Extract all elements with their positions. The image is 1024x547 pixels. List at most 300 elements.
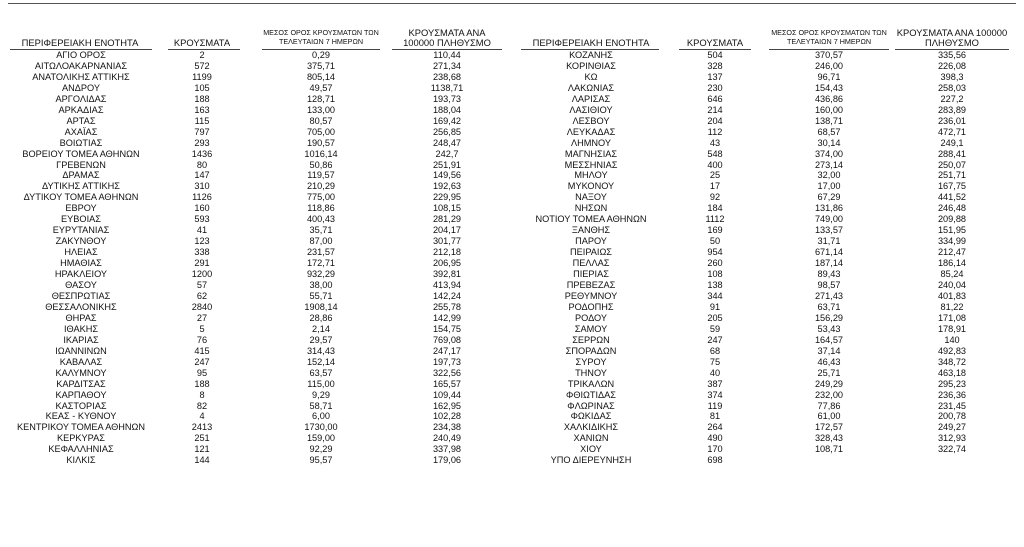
avg7-cell: 1730,00 [304,422,338,433]
region-cell: ΛΗΜΝΟΥ [570,137,612,148]
avg7-cell: 133,00 [306,104,336,115]
cases-cell: 119 [707,400,723,411]
avg7-cell: 17,00 [817,181,841,192]
avg7-cell: 154,43 [814,82,844,93]
per100k-cell: 441,52 [937,192,967,203]
cases-cell: 400 [707,159,723,170]
region-cell: ΛΑΣΙΘΙΟΥ [569,104,613,115]
per100k-cell: 108,15 [432,203,462,214]
region-cell: ΑΡΚΑΔΙΑΣ [58,104,104,115]
per100k-cell: 248,47 [432,137,462,148]
cases-cell: 548 [707,148,723,159]
region-cell: ΘΗΡΑΣ [65,312,97,323]
header-avg7: ΜΕΣΟΣ ΟΡΟΣ ΚΡΟΥΣΜΑΤΩΝ ΤΩΝ ΤΕΛΕΥΤΑΙΩΝ 7 ΗΜΕΡΩΝ [771,28,887,46]
per100k-cell: 154,75 [432,323,462,334]
avg7-cell: 328,43 [814,433,844,444]
table-row [0,401,520,412]
table-row [515,83,1024,94]
avg7-cell: 63,57 [309,367,333,378]
avg7-cell: 50,86 [309,159,333,170]
per100k-cell: 401,83 [937,290,967,301]
region-cell: ΤΗΝΟΥ [575,367,607,378]
cases-cell: 62 [196,290,208,301]
cases-cell: 310 [194,181,210,192]
per100k-cell: 238,68 [432,71,462,82]
table-row [515,181,1024,192]
per100k-cell: 169,42 [432,115,462,126]
table-row [0,422,520,433]
region-cell: ΡΕΘΥΜΝΟΥ [564,290,618,301]
table-row [515,411,1024,422]
region-cell: ΕΒΡΟΥ [65,203,97,214]
region-cell: ΡΟΔΟΥ [574,312,607,323]
table-row [515,247,1024,258]
header-per100k: ΚΡΟΥΣΜΑΤΑ ΑΝΑ 100000 ΠΛΗΘΥΣΜΟ [896,27,1008,48]
per100k-cell: 240,04 [937,280,967,291]
avg7-cell: 133,57 [814,225,844,236]
cases-cell: 170 [707,444,723,455]
region-cell: ΝΟΤΙΟΥ ΤΟΜΕΑ ΑΘΗΝΩΝ [535,214,647,225]
per100k-cell: 142,99 [432,312,462,323]
region-cell: ΣΥΡΟΥ [575,356,607,367]
per100k-cell: 769,08 [432,334,462,345]
table-row [515,116,1024,127]
per100k-cell: 472,71 [937,126,967,137]
per100k-cell: 312,93 [937,433,967,444]
region-cell: ΔΥΤΙΚΗΣ ΑΤΤΙΚΗΣ [42,181,120,192]
avg7-cell: 2,14 [312,323,330,334]
avg7-cell: 159,00 [306,433,336,444]
cases-cell: 147 [194,170,210,181]
region-cell: ΚΟΡΙΝΘΙΑΣ [566,60,616,71]
cases-cell: 264 [707,422,723,433]
table-row [515,258,1024,269]
per100k-cell: 398,3 [940,71,964,82]
table-row [515,357,1024,368]
table-row [515,138,1024,149]
avg7-cell: 160,00 [814,104,844,115]
avg7-cell: 705,00 [306,126,336,137]
cases-cell: 2 [199,50,205,60]
per100k-cell: 335,56 [937,50,967,60]
per100k-cell: 283,89 [937,104,967,115]
region-cell: ΜΑΓΝΗΣΙΑΣ [564,148,618,159]
header-cases: ΚΡΟΥΣΜΑΤΑ [686,37,744,48]
avg7-cell: 1908,14 [304,301,338,312]
region-cell: ΑΧΑΪΑΣ [64,126,98,137]
region-cell: ΜΕΣΣΗΝΙΑΣ [564,159,618,170]
region-cell: ΙΩΑΝΝΙΝΩΝ [55,345,107,356]
avg7-cell: 749,00 [814,214,844,225]
per100k-cell: 242,7 [435,148,459,159]
region-cell: ΜΥΚΟΝΟΥ [567,181,615,192]
table-row [0,160,520,171]
per100k-cell: 256,85 [432,126,462,137]
per100k-cell: 249,27 [937,422,967,433]
table-row [515,390,1024,401]
region-cell: ΚΑΣΤΟΡΙΑΣ [55,400,107,411]
per100k-cell: 192,63 [432,181,462,192]
header-region: ΠΕΡΙΦΕΡΕΙΑΚΗ ΕΝΟΤΗΤΑ [532,37,650,48]
per100k-cell: 179,06 [432,455,462,466]
region-cell: ΦΛΩΡΙΝΑΣ [567,400,615,411]
avg7-cell: 80,57 [309,115,333,126]
table-row [515,313,1024,324]
per100k-cell: 240,49 [432,433,462,444]
region-cell: ΞΑΝΘΗΣ [571,225,611,236]
avg7-cell: 67,29 [817,192,841,203]
per100k-cell: 197,73 [432,356,462,367]
table-row [0,236,520,247]
per100k-cell: 227,2 [940,93,964,104]
table-row [0,192,520,203]
table-row [0,50,520,61]
per100k-cell: 288,41 [937,148,967,159]
cases-cell: 27 [196,312,208,323]
table-row [515,291,1024,302]
cases-cell: 121 [194,444,210,455]
region-cell: ΧΑΝΙΩΝ [573,433,609,444]
cases-cell: 387 [707,378,723,389]
cases-cell: 160 [194,203,210,214]
region-cell: ΜΗΛΟΥ [574,170,608,181]
table-row [0,280,520,291]
cases-cell: 76 [196,334,208,345]
table-row [0,214,520,225]
region-cell: ΠΡΕΒΕΖΑΣ [566,280,616,291]
avg7-cell: 436,86 [814,93,844,104]
cases-cell: 50 [709,236,721,247]
avg7-cell: 172,57 [814,422,844,433]
avg7-cell: 53,43 [817,323,841,334]
cases-cell: 698 [707,455,723,466]
cases-cell: 8 [199,389,205,400]
region-cell: ΚΩ [584,71,598,82]
table-row [515,160,1024,171]
avg7-cell: 271,43 [814,290,844,301]
table-row [0,225,520,236]
avg7-cell: 95,57 [309,455,333,466]
table-row [515,149,1024,160]
table-row [515,346,1024,357]
avg7-cell: 32,00 [817,170,841,181]
avg7-cell: 210,29 [306,181,336,192]
per100k-cell: 348,72 [937,356,967,367]
per100k-cell: 140 [944,334,960,345]
avg7-cell: 156,29 [814,312,844,323]
region-cell: ΡΟΔΟΠΗΣ [568,301,614,312]
per100k-cell: 392,81 [432,269,462,280]
avg7-cell: 131,86 [814,203,844,214]
region-cell: ΧΑΛΚΙΔΙΚΗΣ [563,422,619,433]
per100k-cell: 322,74 [937,444,967,455]
per100k-cell: 102,28 [432,411,462,422]
per100k-cell: 178,91 [937,323,967,334]
region-cell: ΛΕΥΚΑΔΑΣ [566,126,616,137]
region-cell: ΛΑΚΩΝΙΑΣ [567,82,615,93]
cases-cell: 291 [194,258,210,269]
per100k-cell: 301,77 [432,236,462,247]
table-row [0,357,520,368]
region-cell: ΣΠΟΡΑΔΩΝ [565,345,617,356]
per100k-cell: 81,22 [940,301,964,312]
region-cell: ΕΥΒΟΙΑΣ [61,214,101,225]
header-region: ΠΕΡΙΦΕΡΕΙΑΚΗ ΕΝΟΤΗΤΑ [21,37,139,48]
avg7-cell: 6,00 [312,411,330,422]
region-cell: ΗΡΑΚΛΕΙΟΥ [54,269,108,280]
cases-cell: 293 [194,137,210,148]
region-cell: ΒΟΡΕΙΟΥ ΤΟΜΕΑ ΑΘΗΝΩΝ [22,148,140,159]
cases-cell: 4 [199,411,205,422]
cases-cell: 43 [709,137,721,148]
avg7-cell: 231,57 [306,247,336,258]
per100k-cell: 295,23 [937,378,967,389]
avg7-cell: 89,43 [817,269,841,280]
header-avg7: ΜΕΣΟΣ ΟΡΟΣ ΚΡΟΥΣΜΑΤΩΝ ΤΩΝ ΤΕΛΕΥΤΑΙΩΝ 7 ΗΜΕΡΩΝ [263,28,379,46]
table-row [0,138,520,149]
cases-cell: 230 [707,82,723,93]
region-cell: ΠΕΙΡΑΙΩΣ [570,247,612,258]
avg7-cell: 28,86 [309,312,333,323]
table-row [0,335,520,346]
avg7-cell: 1016,14 [304,148,338,159]
table-row [515,422,1024,433]
per100k-cell: 212,47 [937,247,967,258]
region-cell: ΒΟΙΩΤΙΑΣ [59,137,103,148]
per100k-cell: 255,78 [432,301,462,312]
cases-cell: 91 [709,301,721,312]
table-row [515,236,1024,247]
cases-cell: 137 [707,71,723,82]
region-cell: ΚΑΡΔΙΤΣΑΣ [56,378,106,389]
cases-cell: 163 [194,104,210,115]
region-cell: ΑΙΤΩΛΟΑΚΑΡΝΑΝΙΑΣ [34,60,128,71]
per100k-cell: 234,38 [432,422,462,433]
table-row [515,368,1024,379]
avg7-cell: 9,29 [312,389,330,400]
table-row [515,225,1024,236]
region-cell: ΕΥΡΥΤΑΝΙΑΣ [52,225,110,236]
avg7-cell: 58,71 [309,400,333,411]
avg7-cell: 370,57 [814,50,844,60]
avg7-cell: 671,14 [814,247,844,258]
avg7-cell: 68,57 [817,126,841,137]
table-row [515,455,1024,466]
cases-cell: 251 [194,433,210,444]
avg7-cell: 29,57 [309,334,333,345]
avg7-cell: 164,57 [814,334,844,345]
table-row [515,335,1024,346]
per100k-cell: 251,91 [432,159,462,170]
table-row [515,280,1024,291]
per100k-cell: 337,98 [432,444,462,455]
per100k-cell: 162,95 [432,400,462,411]
cases-cell: 40 [709,367,721,378]
region-cell: ΧΙΟΥ [580,444,602,455]
region-cell: ΑΡΤΑΣ [66,115,96,126]
region-cell: ΔΡΑΜΑΣ [62,170,100,181]
table-row [0,346,520,357]
avg7-cell: 92,29 [309,444,333,455]
per100k-cell: 322,56 [432,367,462,378]
per100k-cell: 151,95 [937,225,967,236]
table-row [0,444,520,455]
region-cell: ΗΛΕΙΑΣ [64,247,98,258]
cases-cell: 344 [707,290,723,301]
cases-cell: 169 [707,225,723,236]
table-row [515,94,1024,105]
region-cell: ΖΑΚΥΝΘΟΥ [55,236,107,247]
cases-cell: 92 [709,192,721,203]
header-per100k: ΚΡΟΥΣΜΑΤΑ ΑΝΑ 100000 ΠΛΗΘΥΣΜΟ [403,27,491,48]
region-cell: ΚΕΡΚΥΡΑΣ [57,433,105,444]
avg7-cell: 775,00 [306,192,336,203]
per100k-cell: 231,45 [937,400,967,411]
region-cell: ΘΕΣΣΑΛΟΝΙΚΗΣ [45,301,117,312]
region-cell: ΑΓΙΟ ΟΡΟΣ [56,50,106,60]
per100k-cell: 171,08 [937,312,967,323]
avg7-cell: 805,14 [306,71,336,82]
table-row [0,83,520,94]
region-cell: ΦΩΚΙΔΑΣ [570,411,612,422]
avg7-cell: 0,29 [312,50,330,60]
avg7-cell: 77,86 [817,400,841,411]
table-row [0,61,520,72]
cases-cell: 1200 [191,269,213,280]
table-row [0,411,520,422]
cases-cell: 593 [194,214,210,225]
avg7-cell: 232,00 [814,389,844,400]
per100k-cell: 109,44 [432,389,462,400]
avg7-cell: 400,43 [306,214,336,225]
cases-cell: 57 [196,280,208,291]
cases-cell: 214 [707,104,723,115]
per100k-cell: 226,08 [937,60,967,71]
region-cell: ΘΕΣΠΡΩΤΙΑΣ [51,290,111,301]
per100k-cell: 251,71 [937,170,967,181]
cases-cell: 1126 [192,192,212,203]
cases-cell: 80 [196,159,208,170]
avg7-cell: 61,00 [817,411,841,422]
avg7-cell: 30,14 [817,137,841,148]
region-cell: ΛΕΣΒΟΥ [572,115,610,126]
cases-cell: 1436 [191,148,213,159]
region-cell: ΙΚΑΡΙΑΣ [63,334,99,345]
cases-cell: 188 [194,378,210,389]
avg7-cell: 172,71 [306,258,336,269]
table-row [0,324,520,335]
region-cell: ΓΡΕΒΕΝΩΝ [56,159,106,170]
cases-cell: 105 [194,82,210,93]
cases-cell: 247 [707,334,723,345]
avg7-cell: 46,43 [817,356,841,367]
cases-cell: 59 [709,323,721,334]
per100k-cell: 246,48 [937,203,967,214]
cases-cell: 2413 [191,422,213,433]
region-cell: ΚΙΛΚΙΣ [66,455,96,466]
avg7-cell: 98,57 [817,280,841,291]
cases-cell: 646 [707,93,723,104]
cases-cell: 138 [707,280,723,291]
table-row [0,390,520,401]
table-row [515,269,1024,280]
avg7-cell: 273,14 [814,159,844,170]
cases-cell: 954 [707,247,723,258]
per100k-cell: 212,18 [432,247,462,258]
cases-cell: 17 [709,181,721,192]
table-row [0,170,520,181]
avg7-cell: 87,00 [309,236,333,247]
avg7-cell: 108,71 [814,444,844,455]
per100k-cell: 281,29 [432,214,462,225]
table-row [515,192,1024,203]
per100k-cell: 1138,71 [430,82,464,93]
region-cell: ΘΑΣΟΥ [65,280,97,291]
cases-cell: 415 [194,345,210,356]
region-cell: ΠΕΛΛΑΣ [572,258,610,269]
table-row [515,401,1024,412]
region-cell: ΚΕΝΤΡΙΚΟΥ ΤΟΜΕΑ ΑΘΗΝΩΝ [16,422,146,433]
per100k-cell: 193,73 [432,93,462,104]
region-cell: ΔΥΤΙΚΟΥ ΤΟΜΕΑ ΑΘΗΝΩΝ [23,192,139,203]
top-border-line [8,3,1016,4]
table-row [515,105,1024,116]
region-cell: ΚΕΑΣ - ΚΥΘΝΟΥ [45,411,117,422]
region-cell: ΚΟΖΑΝΗΣ [569,50,613,60]
per100k-cell: 149,56 [432,170,462,181]
table-row [0,269,520,280]
region-cell: ΚΕΦΑΛΛΗΝΙΑΣ [48,444,114,455]
table-row [0,368,520,379]
cases-cell: 572 [194,60,210,71]
avg7-cell: 374,00 [814,148,844,159]
table-row [0,302,520,313]
per100k-cell: 250,07 [937,159,967,170]
table-row [0,94,520,105]
avg7-cell: 37,14 [817,345,841,356]
cases-cell: 112 [707,126,723,137]
per100k-cell: 165,57 [432,378,462,389]
region-cell: ΑΝΑΤΟΛΙΚΗΣ ΑΤΤΙΚΗΣ [32,71,130,82]
per100k-cell: 85,24 [940,269,964,280]
table-row [515,170,1024,181]
cases-cell: 108 [707,269,723,280]
cases-cell: 81 [709,411,721,422]
avg7-cell: 115,00 [307,378,335,389]
cases-cell: 41 [196,225,208,236]
cases-cell: 123 [194,236,210,247]
table-row [0,181,520,192]
per100k-cell: 142,24 [432,290,462,301]
cases-cell: 2840 [191,301,213,312]
region-cell: ΛΑΡΙΣΑΣ [571,93,611,104]
cases-cell: 115 [194,115,210,126]
region-cell: ΝΑΞΟΥ [575,192,607,203]
avg7-cell: 190,57 [306,137,336,148]
table-row [0,313,520,324]
per100k-cell: 186,14 [937,258,967,269]
table-row [0,291,520,302]
region-cell: ΠΑΡΟΥ [575,236,607,247]
table-row [0,433,520,444]
per100k-cell: 271,34 [432,60,462,71]
per100k-cell: 334,99 [937,236,967,247]
region-cell: ΑΡΓΟΛΙΔΑΣ [55,93,107,104]
cases-cell: 75 [709,356,721,367]
avg7-cell: 138,71 [814,115,844,126]
avg7-cell: 187,14 [814,258,844,269]
region-cell: ΣΑΜΟΥ [574,323,608,334]
